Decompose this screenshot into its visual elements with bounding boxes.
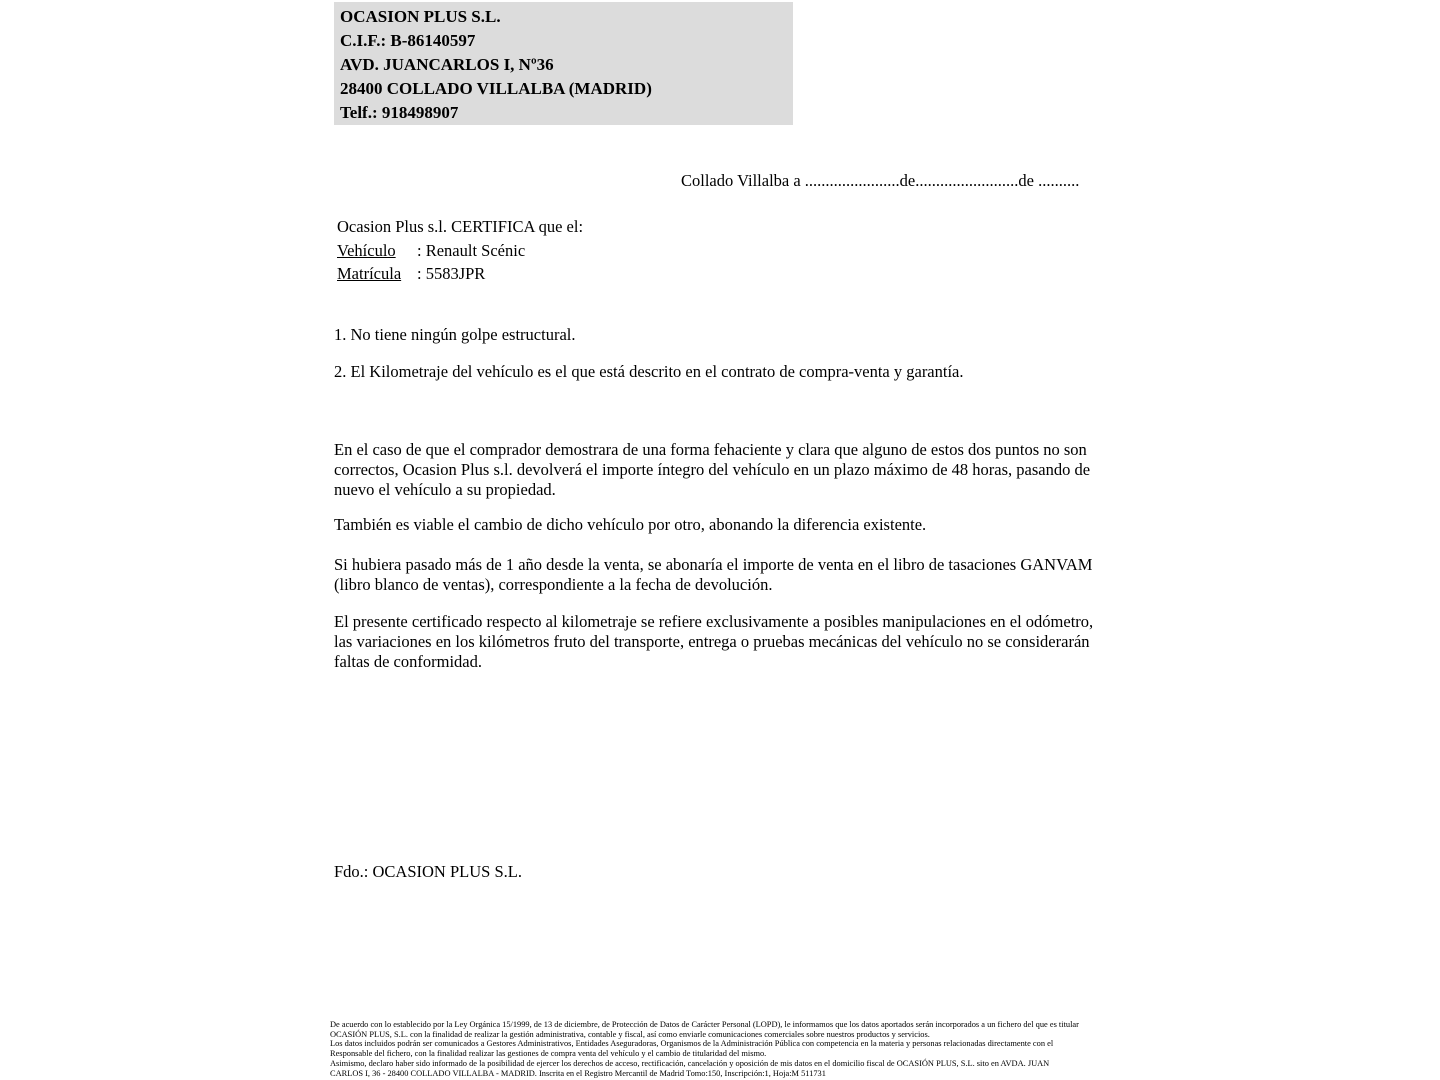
legal-line: OCASIÓN PLUS, S.L. con la finalidad de realizar la gestión administrativa, contable y fiscal, así como enviarle comunicaciones comerciales sobre nuestros productos y servicios.	[330, 1029, 930, 1039]
company-header-box	[334, 2, 793, 125]
condition-item-1: 1. No tiene ningún golpe estructural.	[334, 325, 576, 344]
legal-line: De acuerdo con lo establecido por la Ley Orgánica 15/1999, de 13 de diciembre, de Protección de Datos de Carácter Personal (LOPD), le informamos que los datos aportados serán incorporados a un fichero del que es titular	[330, 1020, 1079, 1029]
vehicle-value: : Renault Scénic	[417, 240, 526, 260]
plate-value: : 5583JPR	[417, 264, 486, 283]
legal-line: Los datos incluidos podrán ser comunicados a Gestores Administrativos, Entidades Aseguradoras, Organismos de la Administración Pública con competencia en la materia y personas relacionadas directamente con el	[330, 1039, 1054, 1049]
signature-line: Fdo.: OCASION PLUS S.L.	[334, 862, 522, 881]
vehicle-label: Vehículo	[337, 240, 396, 260]
legal-footer	[330, 1020, 1108, 1078]
plate-row	[337, 262, 583, 286]
legal-line: CARLOS I, 36 - 28400 COLLADO VILLALBA - MADRID. Inscrita en el Registro Mercantil de Madrid Tomo:150, Inscripción:1, Hoja:M 511731	[330, 1068, 826, 1078]
vehicle-row	[337, 239, 583, 263]
certification-intro: Ocasion Plus s.l. CERTIFICA que el:	[337, 217, 584, 236]
date-fill-in-line: Collado Villalba a .......................de.........................de ..........	[681, 171, 1080, 190]
condition-item-2: 2. El Kilometraje del vehículo es el que está descrito en el contrato de compra-venta y garantía.	[334, 362, 964, 381]
plate-label: Matrícula	[337, 264, 402, 283]
certification-block	[337, 215, 583, 286]
ganvam-paragraph: Si hubiera pasado más de 1 año desde la venta, se abonaría el importe de venta en el libro de tasaciones GANVAM (libro blanco de ventas), correspondiente a la fecha de devolución.	[334, 555, 1093, 594]
company-phone: Telf.: 918498907	[340, 103, 459, 122]
legal-line: Asimismo, declaro haber sido informado de la posibilidad de ejercer los derechos de acceso, rectificación, cancelación y oposición de mis datos en el domicilio fiscal de OCASIÓN PLUS, S.L. sito en AVDA. JUAN	[330, 1058, 1050, 1068]
exchange-paragraph: También es viable el cambio de dicho vehículo por otro, abonando la diferencia existente.	[334, 515, 927, 534]
company-city: 28400 COLLADO VILLALBA (MADRID)	[340, 79, 652, 98]
legal-line: Responsable del fichero, con la finalidad realizar las gestiones de compra venta del vehículo y el cambio de titularidad del mismo.	[330, 1049, 767, 1059]
company-name: OCASION PLUS S.L.	[340, 7, 501, 26]
company-address: AVD. JUANCARLOS I, Nº36	[340, 55, 554, 74]
company-cif: C.I.F.: B-86140597	[340, 31, 476, 50]
odometer-paragraph: El presente certificado respecto al kilometraje se refiere exclusivamente a posibles manipulaciones en el odómetro, las variaciones en los kilómetros fruto del transporte, entrega o pruebas mecánicas del vehículo no se considerarán faltas de conformidad.	[334, 612, 1094, 671]
refund-paragraph: En el caso de que el comprador demostrara de una forma fehaciente y clara que alguno de estos dos puntos no son correctos, Ocasion Plus s.l. devolverá el importe íntegro del vehículo en un plazo máximo de 48 horas, pasando de nuevo el vehículo a su propiedad.	[334, 440, 1091, 499]
